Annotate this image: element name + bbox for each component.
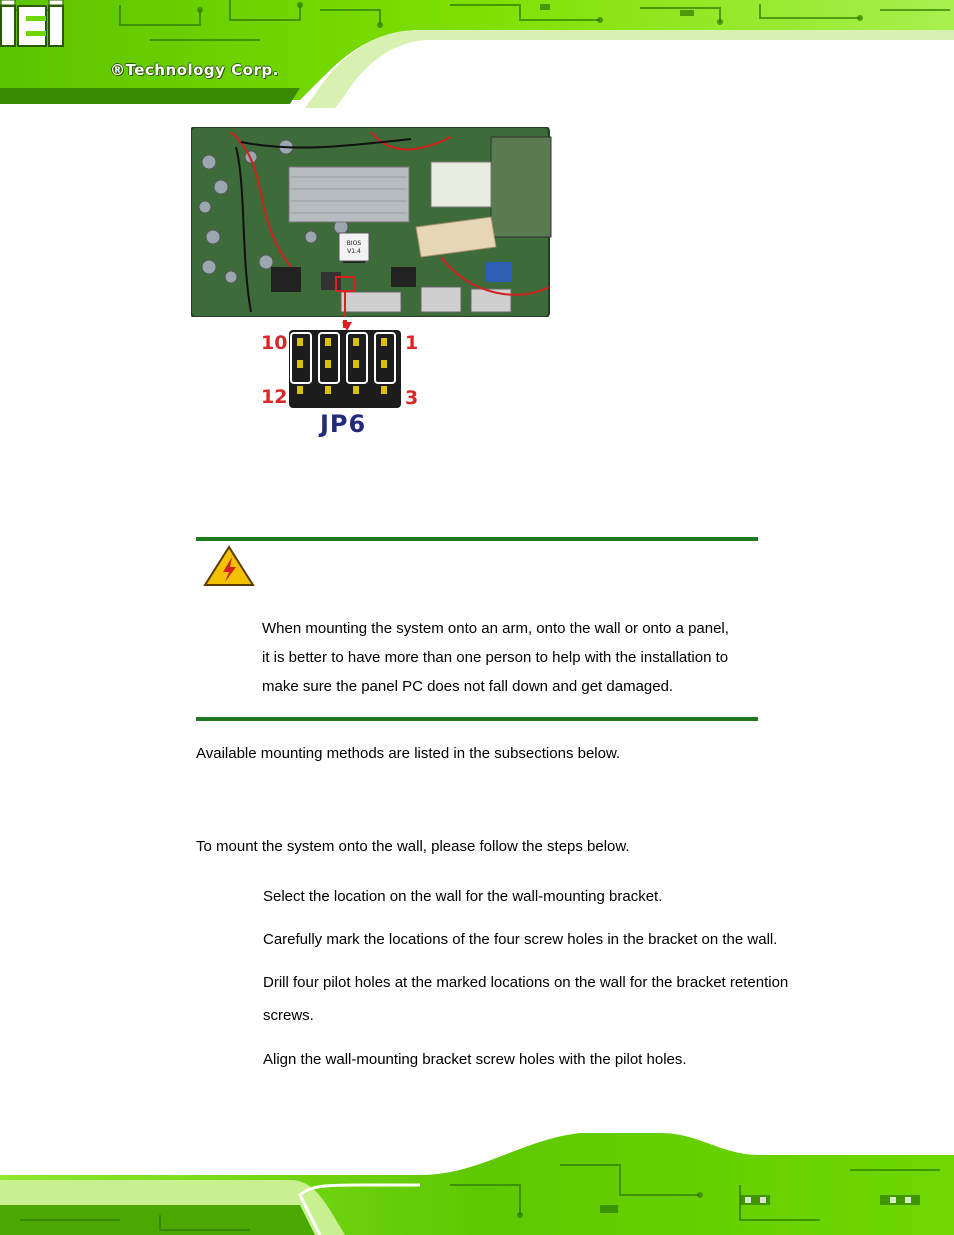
circuit-board-banner-graphic <box>0 0 954 118</box>
warning-line: it is better to have more than one person to help with the installation to <box>262 649 729 666</box>
warning-triangle-icon <box>203 545 255 587</box>
pin-label-12: 12 <box>261 386 288 408</box>
warning-line: When mounting the system onto an arm, onto the wall or onto a panel, <box>262 620 729 637</box>
warning-text <box>262 614 762 701</box>
mounting-intro: Available mounting methods are listed in the subsections below. <box>196 745 621 762</box>
pin-label-1: 1 <box>405 332 419 354</box>
circuit-board-footer-graphic <box>0 1125 954 1235</box>
arrow-down-icon <box>340 312 354 332</box>
bios-chip-label: BIOS <box>346 240 362 247</box>
pin-label-10: 10 <box>261 332 288 354</box>
step-item: Align the wall-mounting bracket screw holes with the pilot holes. <box>263 1051 687 1068</box>
page-footer-banner <box>0 1125 954 1235</box>
iei-logo-icon <box>0 0 64 48</box>
step-item: Drill four pilot holes at the marked locations on the wall for the bracket retention <box>263 974 789 991</box>
pin-label-3: 3 <box>405 387 419 409</box>
warning-top-rule <box>196 537 758 541</box>
step-item: screws. <box>263 1007 314 1024</box>
page-header-banner <box>0 0 954 118</box>
wall-mount-intro: To mount the system onto the wall, please follow the steps below. <box>196 838 630 855</box>
svg-text:V1.4: V1.4 <box>347 248 361 255</box>
warning-line: make sure the panel PC does not fall down and get damaged. <box>262 678 674 695</box>
step-item: Select the location on the wall for the wall-mounting bracket. <box>263 888 663 905</box>
step-item: Carefully mark the locations of the four screw holes in the bracket on the wall. <box>263 931 778 948</box>
warning-bottom-rule <box>196 717 758 721</box>
motherboard-photo <box>191 127 563 317</box>
jumper-name: JP6 <box>320 410 367 438</box>
company-name: ®Technology Corp. <box>110 61 279 79</box>
